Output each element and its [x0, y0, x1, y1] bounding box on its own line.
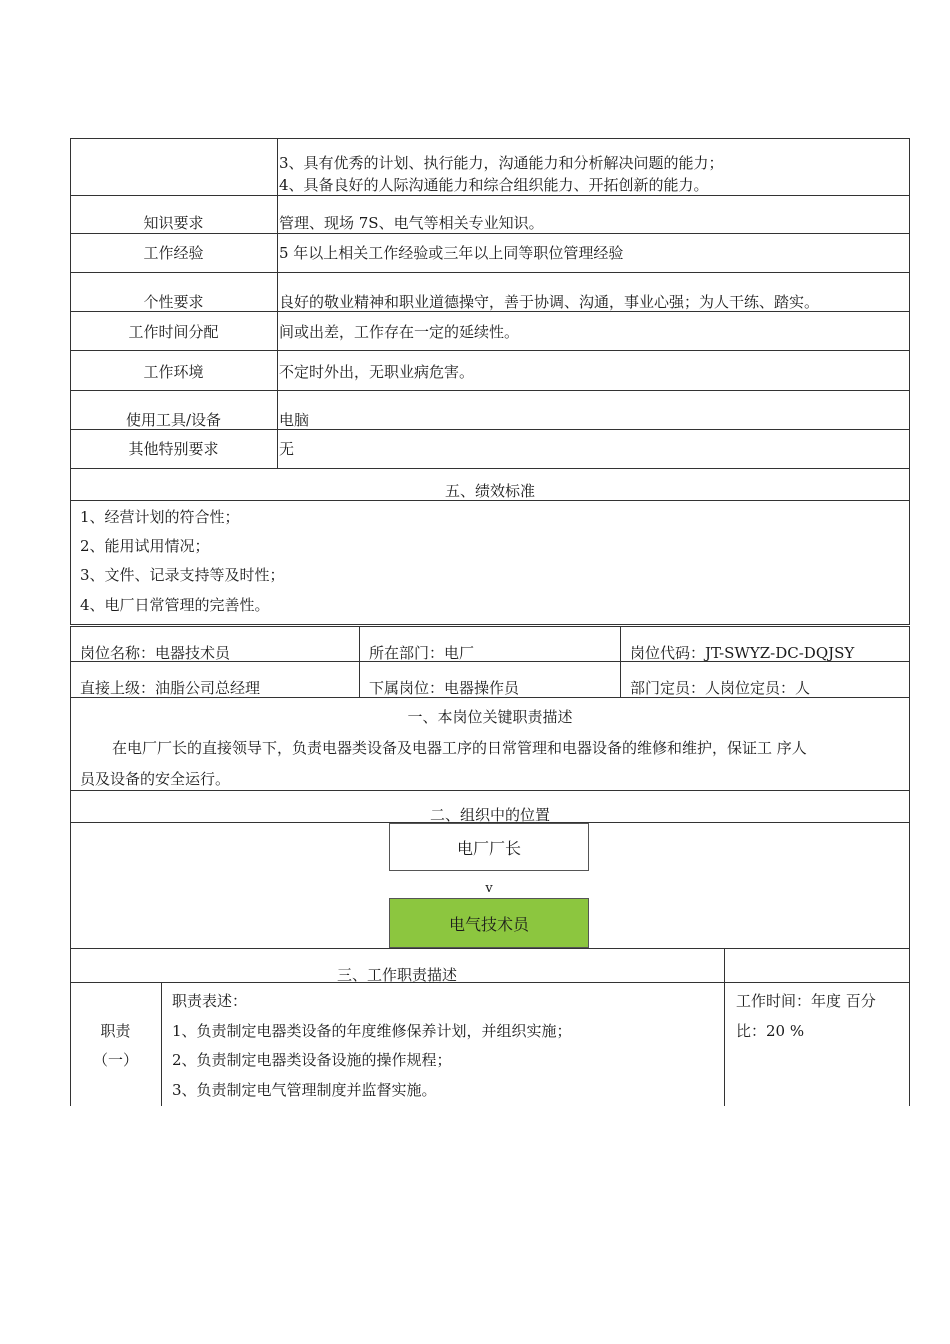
post-quota: 部门定员：人岗位定员：人: [630, 679, 811, 697]
duty-time-line: 工作时间：年度 百分: [736, 992, 876, 1010]
performance-title: 五、绩效标准: [444, 482, 535, 500]
performance-item: 4、电厂日常管理的完善性。: [80, 596, 270, 614]
ability-line-3: 3、具有优秀的计划、执行能力，沟通能力和分析解决问题的能力；: [279, 154, 724, 172]
knowledge-label: 知识要求: [143, 214, 204, 232]
duty-label: 职责: [100, 1022, 131, 1040]
org-box-plant-manager: [389, 823, 589, 871]
duty-desc-line: 职责表述：: [172, 992, 248, 1010]
duty-desc-line: 1、负责制定电器类设备的年度维修保养计划，并组织实施；: [172, 1022, 572, 1040]
work-time-value: 间或出差，工作存在一定的延续性。: [279, 323, 520, 341]
duty-desc-line: 2、负责制定电器类设备设施的操作规程；: [172, 1051, 452, 1069]
post-subordinate: 下属岗位：电器操作员: [369, 679, 520, 697]
org-title: 二、组织中的位置: [429, 806, 550, 824]
duties-title: 三、工作职责描述: [336, 966, 457, 984]
experience-label: 工作经验: [143, 244, 204, 262]
post-department: 所在部门：电厂: [369, 644, 475, 662]
knowledge-value: 管理、现场 7S、电气等相关专业知识。: [279, 214, 544, 232]
other-value: 无: [279, 440, 295, 458]
key-duty-line: 员及设备的安全运行。: [80, 770, 231, 788]
org-box-label: 电气技术员: [448, 914, 529, 934]
duty-desc-line: 3、负责制定电气管理制度并监督实施。: [172, 1081, 437, 1099]
performance-item: 1、经营计划的符合性；: [80, 508, 240, 526]
post-code: 岗位代码：JT-SWYZ-DC-DQJSY: [630, 644, 855, 662]
performance-item: 2、能用试用情况；: [80, 537, 210, 555]
ability-line-4: 4、具备良好的人际沟通能力和综合组织能力、开拓创新的能力。: [279, 176, 709, 194]
personality-value: 良好的敬业精神和职业道德操守，善于协调、沟通，事业心强；为人干练、踏实。: [279, 293, 820, 311]
key-duty-title: 一、本岗位关键职责描述: [407, 708, 573, 726]
post-superior: 直接上级：油脂公司总经理: [80, 679, 261, 697]
org-arrow-icon: v: [485, 881, 493, 896]
other-label: 其他特别要求: [128, 440, 219, 458]
performance-item: 3、文件、记录支持等及时性；: [80, 566, 285, 584]
post-name: 岗位名称：电器技术员: [80, 644, 231, 662]
work-time-label: 工作时间分配: [128, 323, 219, 341]
tools-label: 使用工具/设备: [125, 411, 222, 429]
key-duty-line: 在电厂厂长的直接领导下，负责电器类设备及电器工序的日常管理和电器设备的维修和维护，保证工 序人: [112, 739, 807, 757]
environment-label: 工作环境: [143, 363, 204, 381]
experience-value: 5 年以上相关工作经验或三年以上同等职位管理经验: [279, 244, 624, 262]
tools-value: 电脑: [279, 411, 310, 429]
org-box-electrical-technician: [389, 898, 589, 948]
environment-value: 不定时外出，无职业病危害。: [279, 363, 475, 381]
personality-label: 个性要求: [143, 293, 204, 311]
org-box-label: 电厂厂长: [456, 838, 521, 858]
duty-label-number: （一）: [92, 1051, 138, 1069]
duty-time-line: 比：20 %: [736, 1022, 805, 1040]
